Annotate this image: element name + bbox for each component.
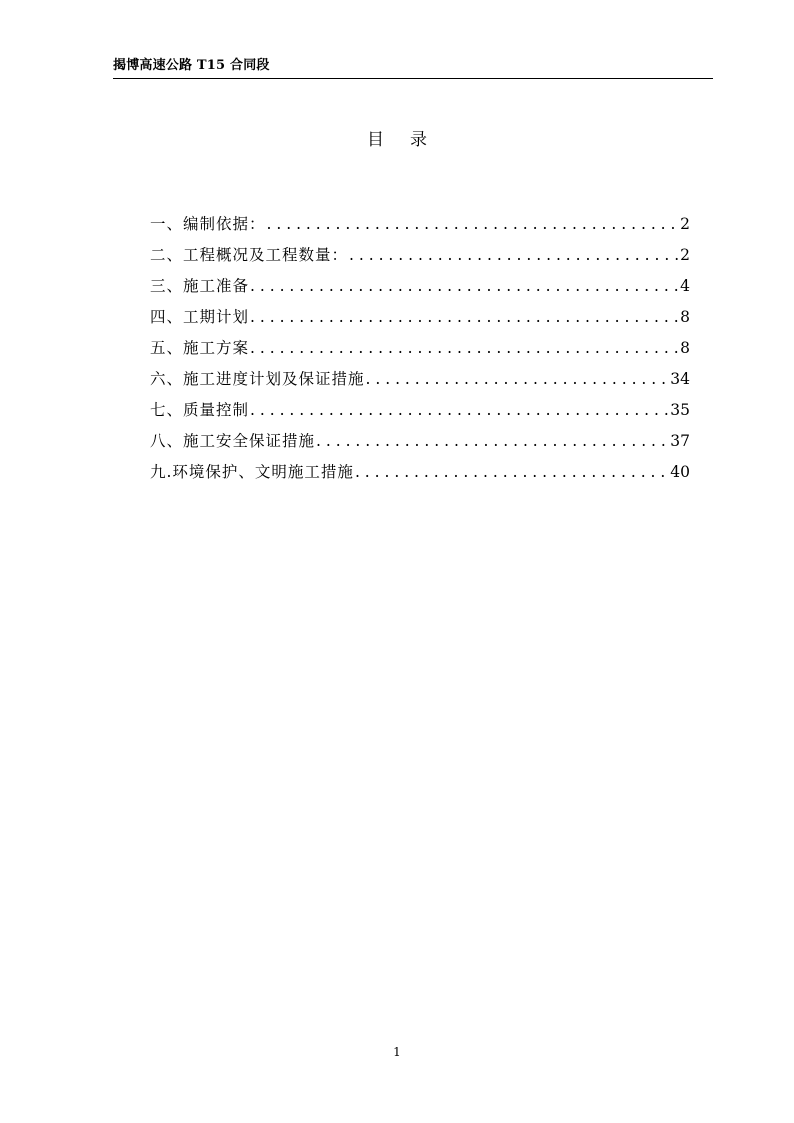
toc-leader-dots bbox=[250, 398, 669, 422]
toc-entry-label: 二、工程概况及工程数量： bbox=[150, 246, 349, 264]
toc-leader-dots bbox=[366, 367, 670, 391]
toc-entry-page: 2 bbox=[680, 246, 690, 264]
toc-entry[interactable] bbox=[150, 274, 690, 305]
page-header bbox=[113, 58, 713, 79]
toc-leader-dots bbox=[250, 305, 679, 329]
page-number: 1 bbox=[393, 1045, 401, 1059]
toc-entry-page: 34 bbox=[670, 370, 690, 388]
header-title: 揭博高速公路 T15 合同段 bbox=[113, 58, 270, 73]
toc-entry-page: 40 bbox=[670, 463, 690, 481]
toc-entry[interactable] bbox=[150, 398, 690, 429]
toc-leader-dots bbox=[355, 460, 669, 484]
toc-leader-dots bbox=[250, 274, 679, 298]
toc-entry[interactable] bbox=[150, 305, 690, 336]
toc-entry[interactable] bbox=[150, 243, 690, 274]
toc-entry[interactable] bbox=[150, 212, 690, 243]
toc-entry[interactable] bbox=[150, 460, 690, 491]
toc-entry-label: 四、工期计划 bbox=[150, 308, 250, 326]
toc-entry-label: 八、施工安全保证措施 bbox=[150, 432, 316, 450]
toc-entry-label: 五、施工方案 bbox=[150, 339, 250, 357]
toc-entry-page: 4 bbox=[680, 277, 690, 295]
toc-entry[interactable] bbox=[150, 336, 690, 367]
toc-title: 目录 bbox=[367, 130, 453, 150]
toc-entry-label: 六、施工进度计划及保证措施 bbox=[150, 370, 365, 388]
toc-entry-page: 35 bbox=[670, 401, 690, 419]
toc-entry[interactable] bbox=[150, 367, 690, 398]
table-of-contents bbox=[150, 212, 690, 491]
toc-entry-label: 九.环境保护、文明施工措施 bbox=[150, 463, 354, 481]
toc-entry-label: 三、施工准备 bbox=[150, 277, 250, 295]
toc-entry-page: 8 bbox=[680, 308, 690, 326]
toc-entry-label: 七、质量控制 bbox=[150, 401, 250, 419]
toc-leader-dots bbox=[349, 243, 679, 267]
toc-entry-label: 一、编制依据： bbox=[150, 215, 266, 233]
toc-leader-dots bbox=[250, 336, 679, 360]
toc-leader-dots bbox=[267, 212, 680, 236]
toc-entry-page: 2 bbox=[680, 215, 690, 233]
toc-entry-page: 37 bbox=[670, 432, 690, 450]
toc-entry[interactable] bbox=[150, 429, 690, 460]
toc-entry-page: 8 bbox=[680, 339, 690, 357]
toc-leader-dots bbox=[316, 429, 669, 453]
